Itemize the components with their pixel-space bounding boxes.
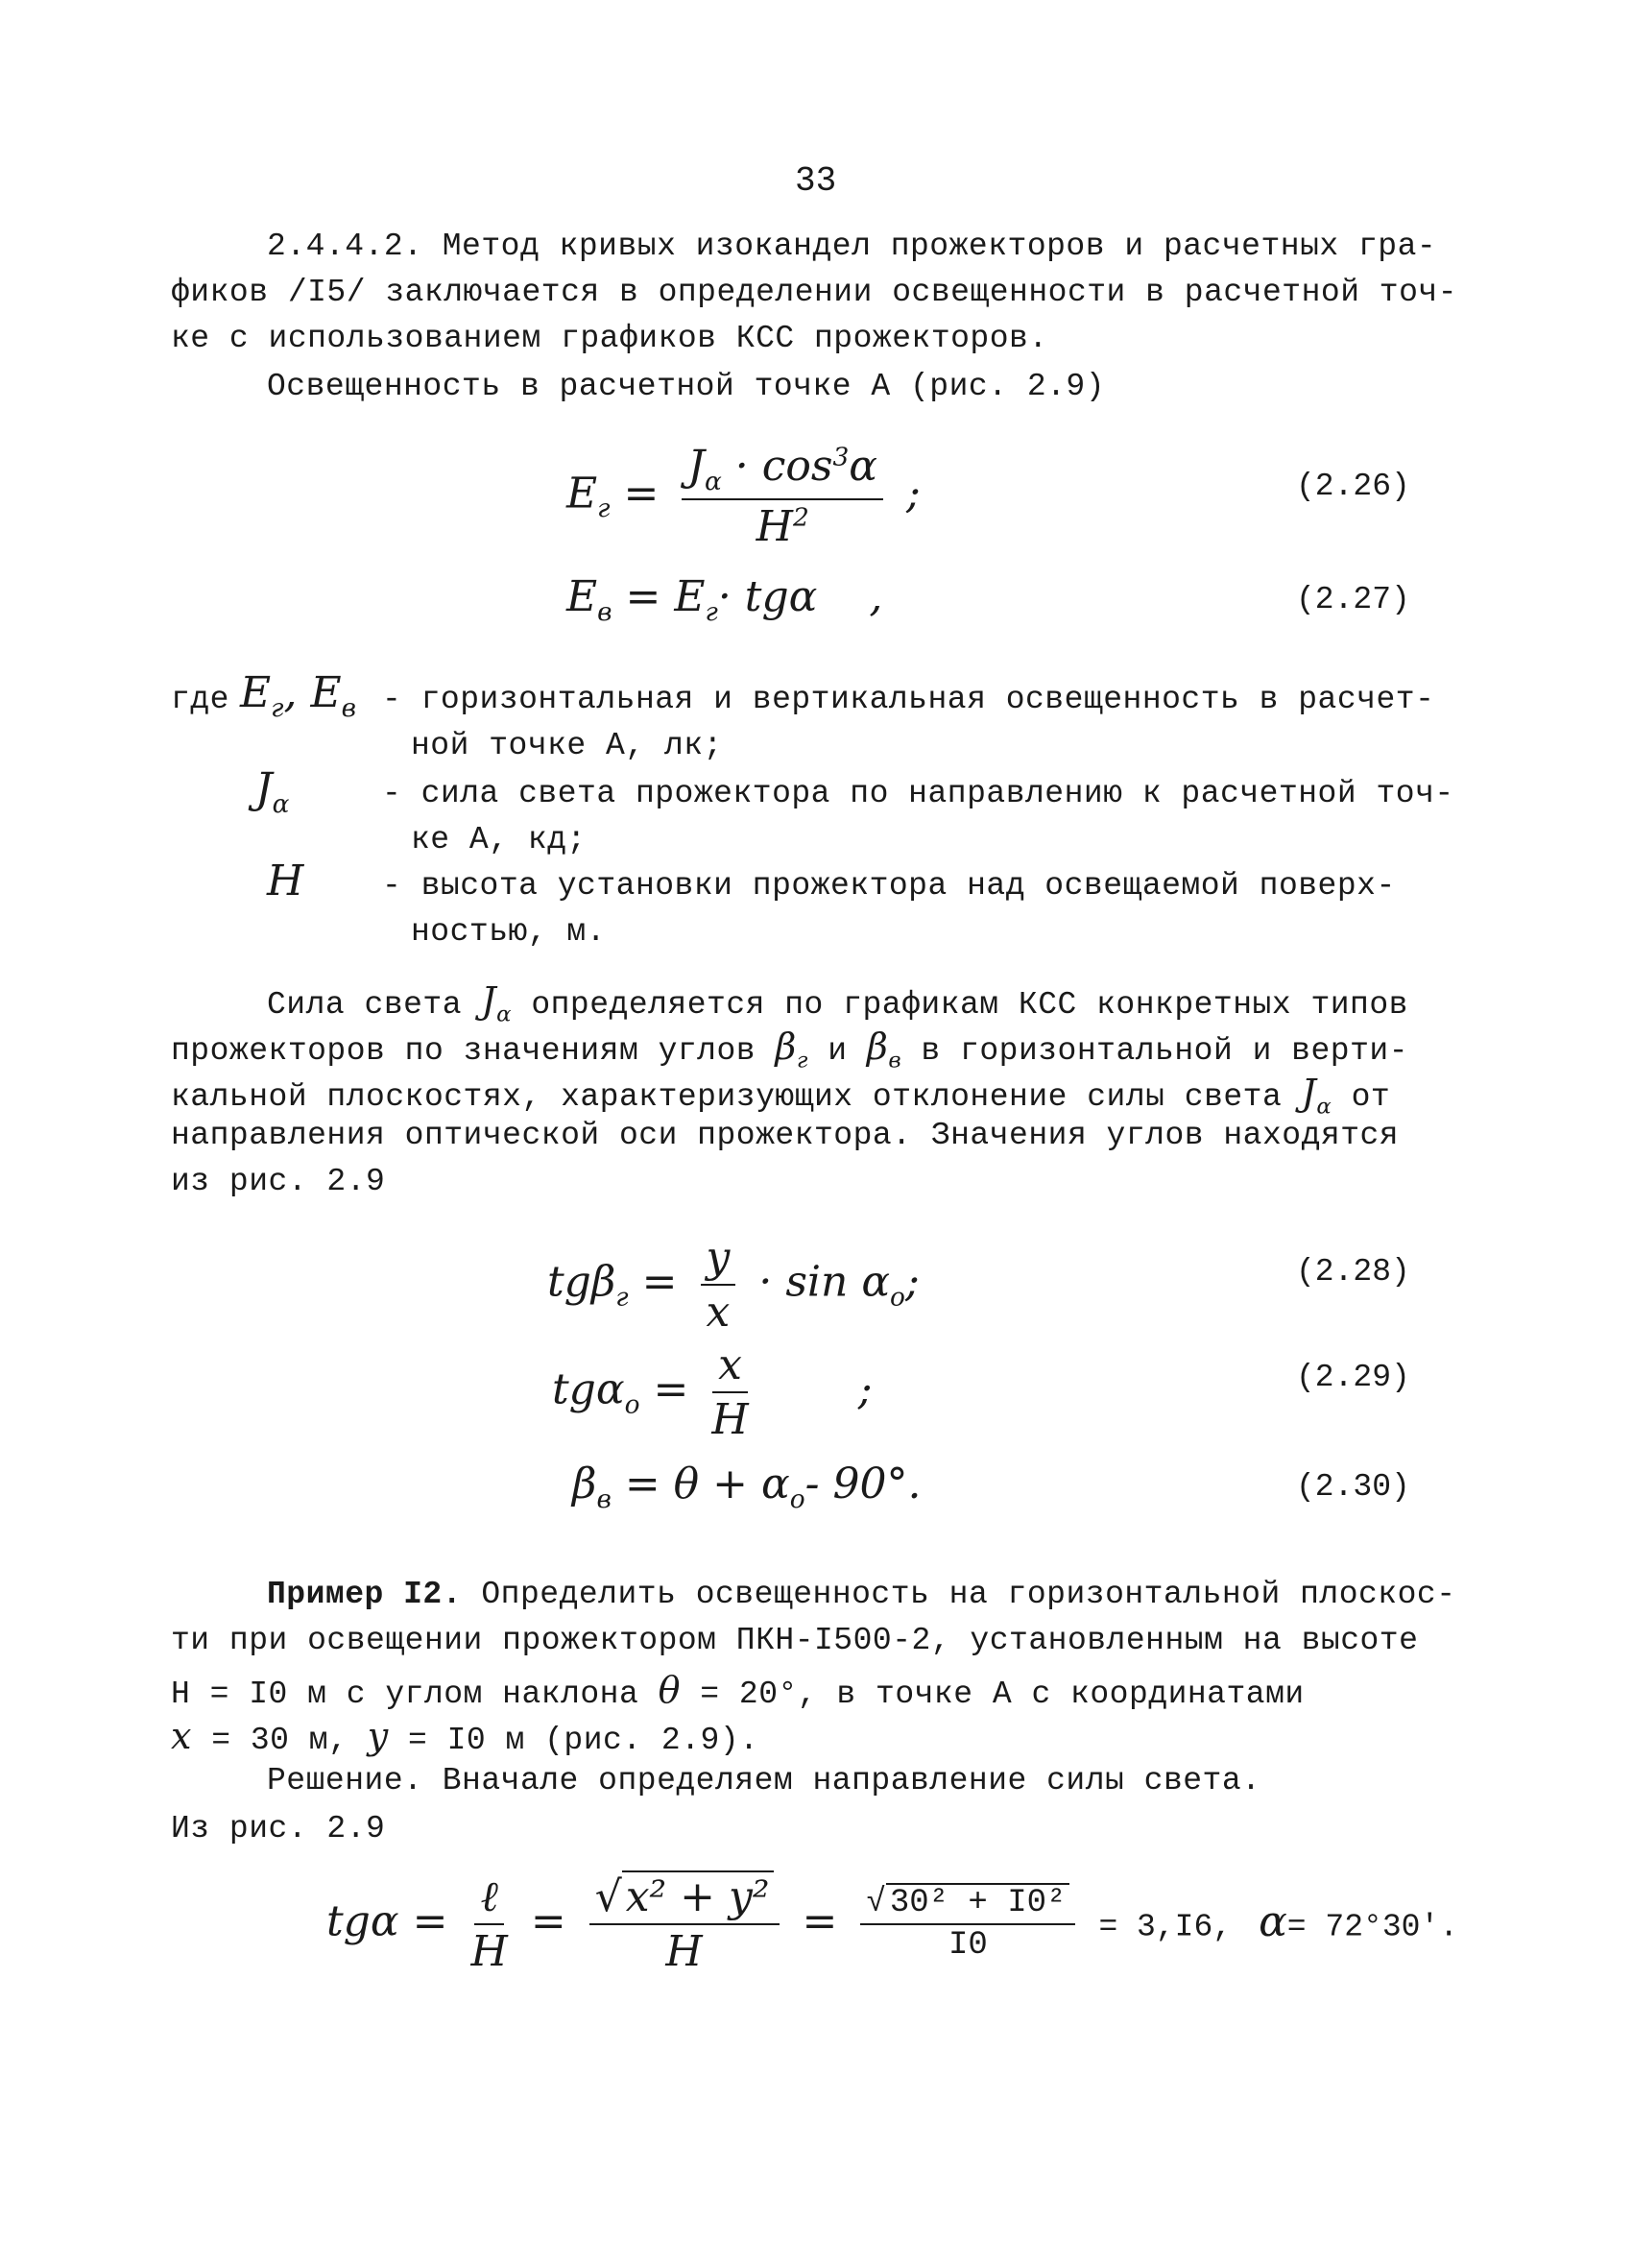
para3-l2-s1: β xyxy=(775,1025,797,1068)
para3-l2-s2-sub: в xyxy=(888,1048,902,1074)
eq226-den: H xyxy=(756,501,793,551)
where-sym3-sub: α xyxy=(272,788,290,819)
eq229-den: H xyxy=(711,1395,749,1444)
page-number: 33 xyxy=(795,161,837,201)
where-sym3-wrap xyxy=(255,764,289,819)
para2-line: Освещенность в расчетной точке А (рис. 2.9) xyxy=(267,369,1106,404)
eq227-rhs: = E xyxy=(625,572,706,621)
eqf-alpha-val: = 72°30'. xyxy=(1286,1909,1459,1945)
eq228-lhs: tgβ xyxy=(547,1257,616,1307)
where-sym4: H xyxy=(267,857,304,905)
eq226-num-sup: 3 xyxy=(832,442,850,472)
eqf-f3-den: I0 xyxy=(948,1927,988,1964)
eq229-label: (2.29) xyxy=(1296,1360,1410,1395)
eqf-result: = 3,I6, xyxy=(1098,1909,1233,1945)
eq230-lhs: β xyxy=(572,1460,597,1508)
eqf-lhs: tgα xyxy=(326,1896,399,1946)
equation-2-30 xyxy=(572,1460,921,1514)
eq229-num: x xyxy=(712,1340,748,1393)
example-l3-b: = 20°, в точке А с координатами xyxy=(700,1677,1305,1712)
para3-line5: из рис. 2.9 xyxy=(171,1164,386,1199)
where-def2-a: - сила света прожектора по направлению к расчетной точ- xyxy=(382,776,1454,811)
eq226-num-end: α xyxy=(849,442,877,491)
eqf-f2-num: x² + y² xyxy=(622,1870,774,1921)
eqf-f1-den: H xyxy=(470,1927,508,1976)
equation-2-28 xyxy=(547,1233,920,1337)
where-sym2-sub: в xyxy=(341,692,356,723)
where-sym1-sub: г xyxy=(271,692,284,723)
where-def3-a: - высота установки прожектора над освещаемой поверх- xyxy=(382,868,1396,904)
eq229-punct: ; xyxy=(857,1364,873,1414)
para3-line1 xyxy=(267,979,1408,1027)
eq228-rest: · sin α xyxy=(758,1257,891,1307)
eq226-lhs: E xyxy=(566,469,598,519)
eq228-rest-sub: o xyxy=(890,1282,905,1313)
para3-l2-b: в горизонтальной и верти- xyxy=(921,1033,1409,1069)
eq230-rhs-sub: o xyxy=(789,1484,805,1514)
example-l4-a: = 30 м, xyxy=(211,1723,348,1758)
eq229-lhs: tgα xyxy=(552,1364,625,1414)
eq230-rhs-end: - 90°. xyxy=(804,1460,922,1508)
example-l4-sym2: y xyxy=(367,1715,389,1757)
example-l4-sym1: x xyxy=(171,1715,192,1757)
eq226-num-rest: · cos xyxy=(734,442,833,491)
eq227-label: (2.27) xyxy=(1296,582,1410,617)
example-line2: ти при освещении прожектором ПКН-I500-2, установленным на высоте xyxy=(171,1623,1419,1658)
para3-l1-b: определяется по графикам КСС конкретных типов xyxy=(531,987,1408,1023)
para3-line4: направления оптической оси прожектора. Значения углов находятся xyxy=(171,1118,1400,1153)
eq230-rhs: = θ + α xyxy=(624,1460,790,1508)
para1-line2: фиков /I5/ заключается в определении освещенности в расчетной точ- xyxy=(171,275,1458,310)
para3-l2-and: и xyxy=(828,1033,848,1069)
eq228-eq: = xyxy=(641,1257,678,1307)
example-title: Пример I2. xyxy=(267,1577,463,1612)
eq226-num: J xyxy=(687,442,705,491)
eq227-lhs: E xyxy=(566,572,598,621)
example-l3-sym: θ xyxy=(658,1669,681,1711)
example-l3-a: Н = I0 м с углом наклона xyxy=(171,1677,639,1712)
eq228-den: x xyxy=(706,1288,731,1337)
eq229-lhs-sub: o xyxy=(624,1389,640,1420)
equation-2-26: $E_г$ = $\frac{J_\alpha \cdot \cos^3\alpha}{H^2}$ ; xyxy=(566,442,921,551)
para3-l3-a: кальной плоскостях, характеризующих отклонение силы света xyxy=(171,1079,1283,1115)
eq229-eq: = xyxy=(653,1364,689,1414)
example-line5: Решение. Вначале определяем направление силы света. xyxy=(267,1763,1261,1798)
eq227-punct: , xyxy=(869,572,883,621)
where-def3-b: ностью, м. xyxy=(411,914,607,950)
eq226-den-sup: 2 xyxy=(792,502,809,533)
para3-l1-a: Сила света xyxy=(267,987,463,1023)
eq228-fraction xyxy=(701,1233,736,1337)
eq226-punct: ; xyxy=(906,469,921,519)
para1-line1: 2.4.4.2. Метод кривых изокандел прожекторов и расчетных гра- xyxy=(267,229,1437,264)
example-line1 xyxy=(267,1577,1456,1612)
eq230-label: (2.30) xyxy=(1296,1469,1410,1505)
eq228-punct: ; xyxy=(904,1257,920,1307)
where-def1-b: ной точке А, лк; xyxy=(411,728,723,763)
para3-l2-a: прожекторов по значениям углов xyxy=(171,1033,756,1069)
example-l1-rest: Определить освещенность на горизонтальной плоскос- xyxy=(481,1577,1456,1612)
where-sym2: E xyxy=(310,668,342,717)
where-symbols xyxy=(240,668,356,723)
where-def1-a: - горизонтальная и вертикальная освещенность в расчет- xyxy=(382,682,1435,717)
eq226-num-sub: α xyxy=(704,466,722,496)
para3-l3-b: от xyxy=(1351,1079,1391,1115)
equation-2-29 xyxy=(552,1340,873,1444)
eqf-f1-num: ℓ xyxy=(474,1872,503,1925)
where-sym1: E xyxy=(240,668,272,717)
where-prefix: где xyxy=(171,682,229,717)
eq229-fraction xyxy=(711,1340,748,1444)
example-line3 xyxy=(171,1669,1305,1712)
eqf-eq2: = xyxy=(530,1896,566,1946)
eq227-rhs-end: · tgα xyxy=(717,572,818,621)
eq226-lhs-sub: г xyxy=(597,494,611,524)
example-line6: Из рис. 2.9 xyxy=(171,1811,386,1846)
example-l4-b: = I0 м (рис. 2.9). xyxy=(407,1723,759,1758)
eq227-rhs-sub: г xyxy=(705,596,718,627)
para3-l1-sym: J xyxy=(481,979,497,1022)
eqf-fraction1 xyxy=(470,1872,507,1976)
equation-final xyxy=(326,1872,1458,1976)
para3-line2 xyxy=(171,1025,1408,1074)
eq226-fraction xyxy=(682,442,883,551)
where-sep: , xyxy=(283,668,298,717)
para3-l3-sym: J xyxy=(1301,1072,1317,1114)
para3-l2-s2: β xyxy=(866,1025,889,1068)
eqf-alpha: α xyxy=(1259,1896,1287,1946)
eq226-label: (2.26) xyxy=(1296,469,1410,504)
eq230-lhs-sub: в xyxy=(596,1484,612,1514)
eqf-fraction2: $\frac{\text{√x² + y²}}{H}$ xyxy=(589,1872,780,1976)
eqf-fraction3: $\frac{\text{√ 30² + I0²}}{I0}$ xyxy=(860,1885,1075,1964)
where-sym3: J xyxy=(255,764,273,813)
para3-l3-sub: α xyxy=(1316,1094,1332,1120)
eq228-num: y xyxy=(701,1233,736,1286)
eqf-f2-den: H xyxy=(665,1927,703,1976)
eqf-eq1: = xyxy=(412,1896,448,1946)
eqf-f3-num: 30² + I0² xyxy=(886,1883,1070,1921)
eq228-label: (2.28) xyxy=(1296,1254,1410,1290)
eq228-lhs-sub: г xyxy=(615,1282,629,1313)
para3-l2-s1-sub: г xyxy=(796,1048,808,1074)
para1-line3: ке с использованием графиков КСС прожекторов. xyxy=(171,321,1048,356)
equation-2-27 xyxy=(566,572,882,627)
eq227-lhs-sub: в xyxy=(597,596,612,627)
eqf-eq3: = xyxy=(802,1896,838,1946)
para3-l1-sub: α xyxy=(496,1001,512,1027)
where-def2-b: ке А, кд; xyxy=(411,822,587,857)
example-line4 xyxy=(171,1715,758,1758)
para3-line3 xyxy=(171,1072,1390,1120)
